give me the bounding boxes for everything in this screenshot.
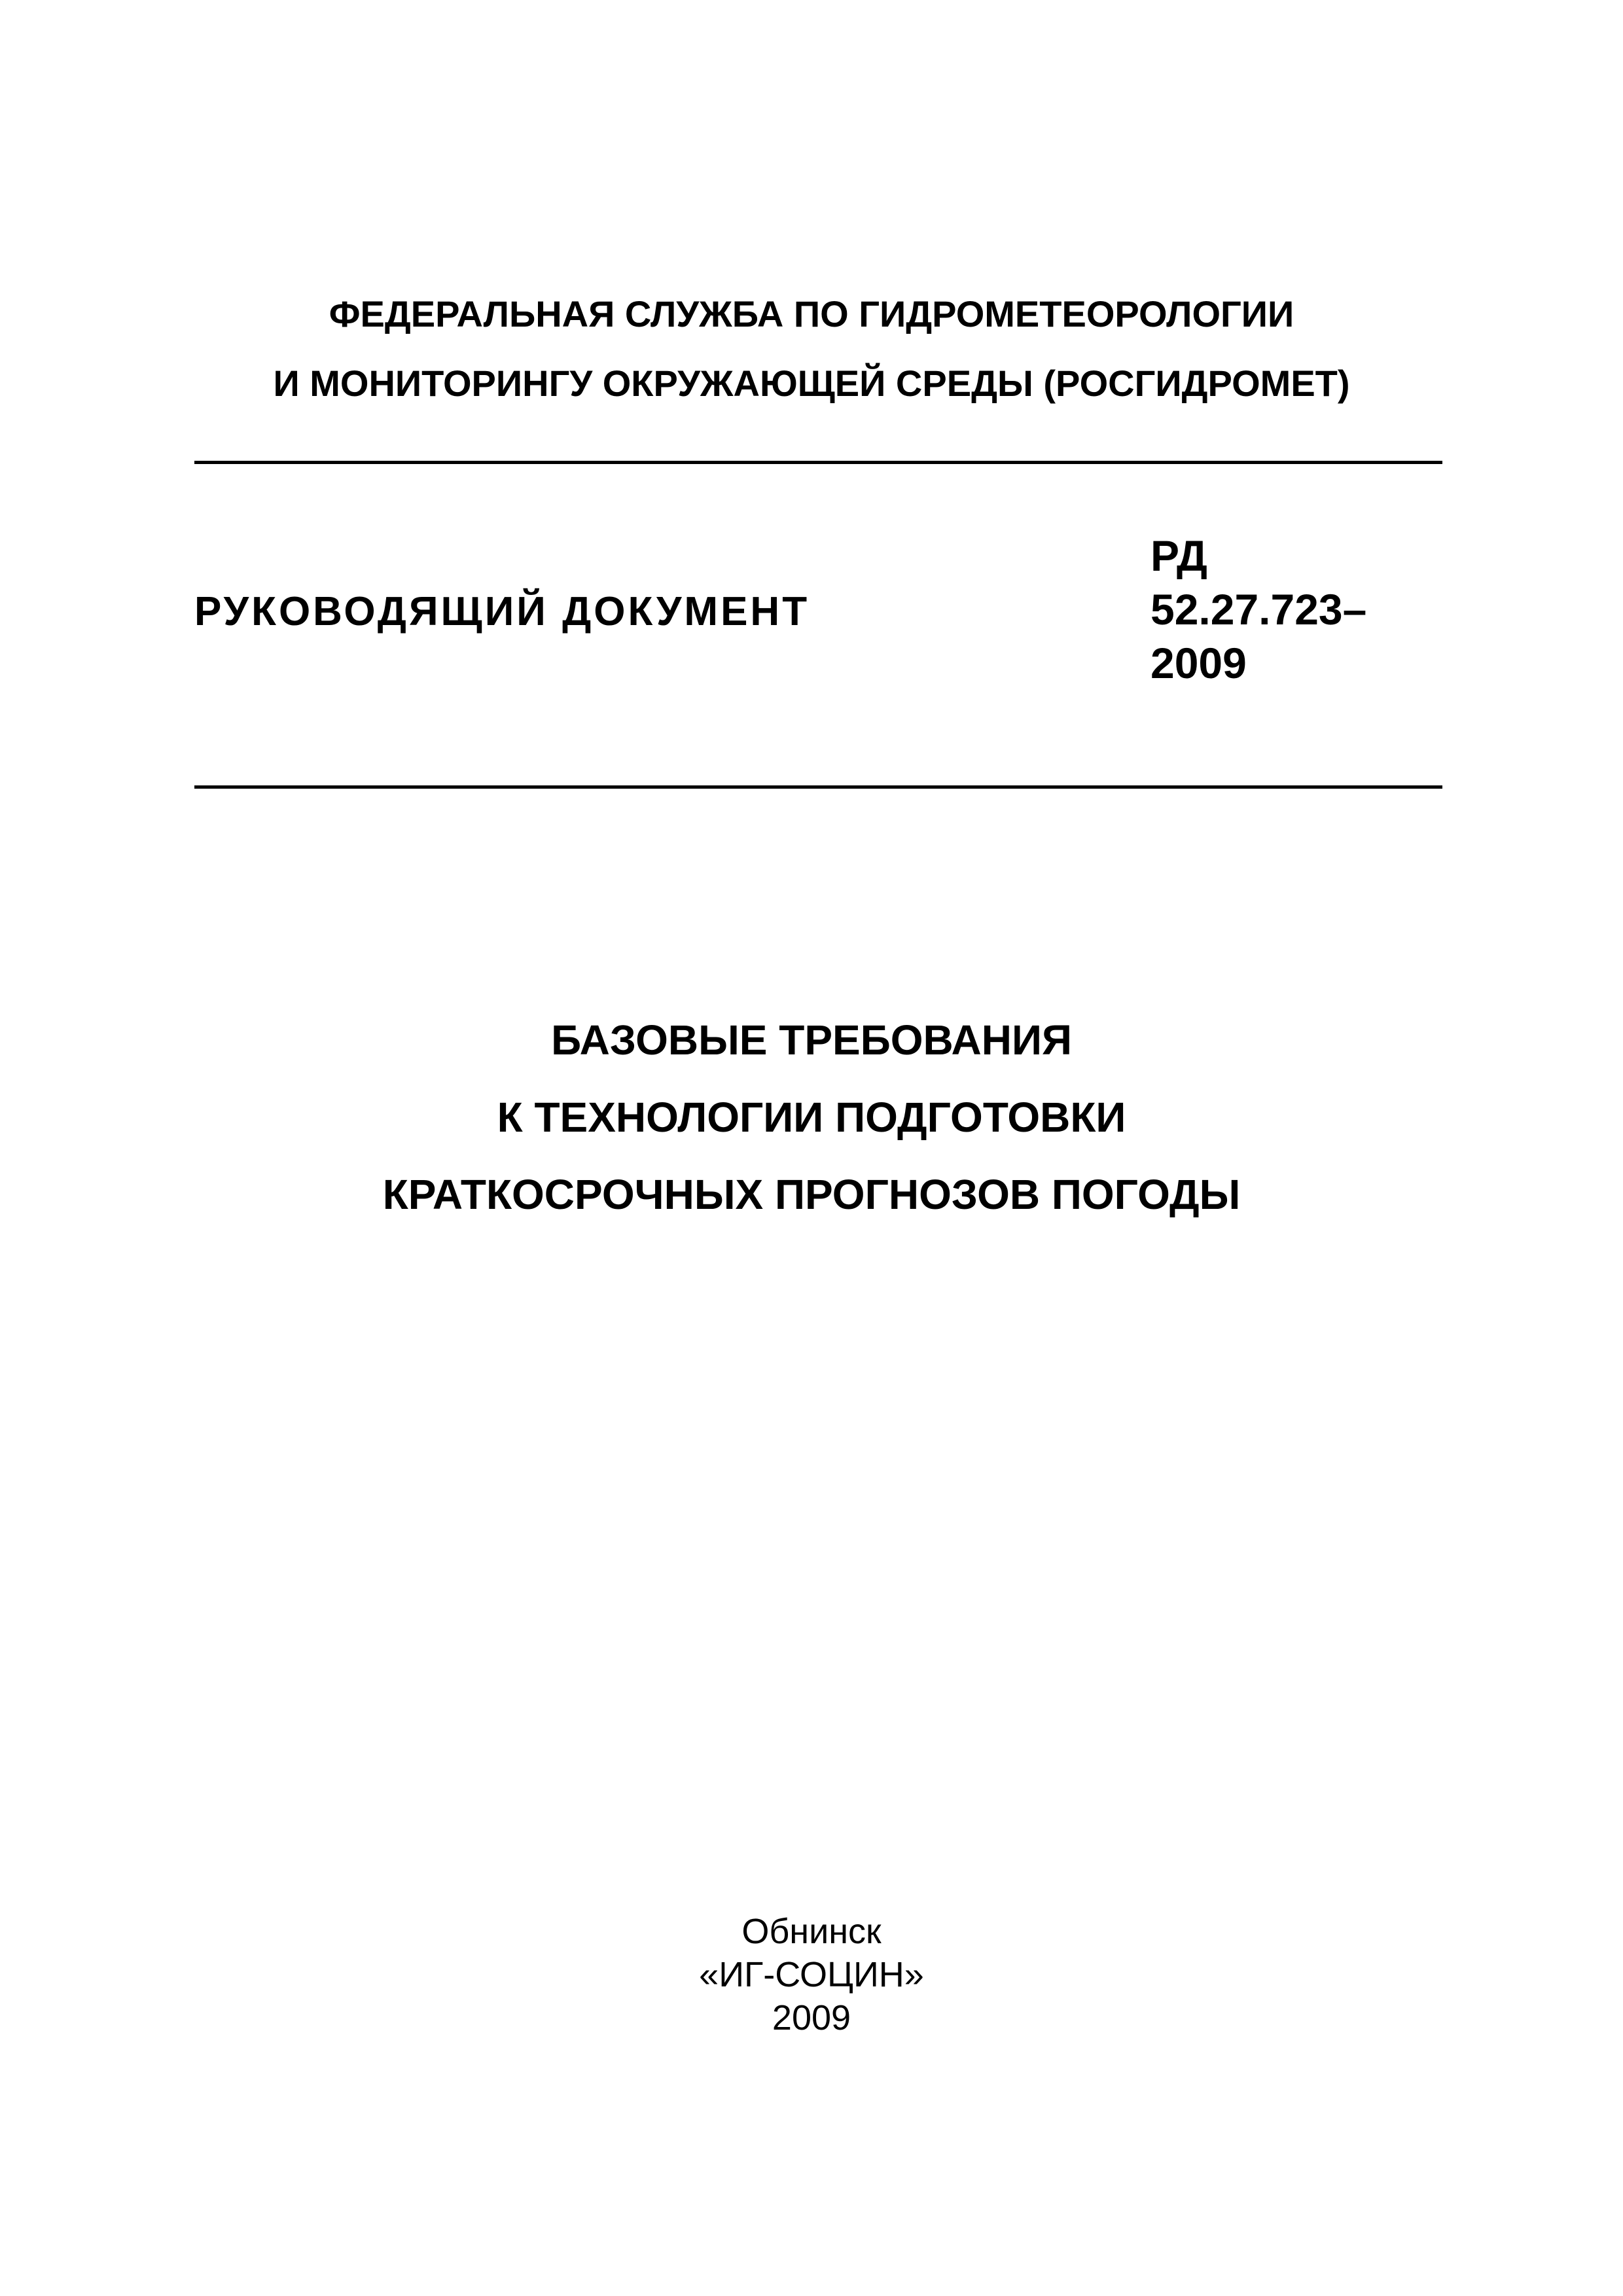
agency-name-line-1: ФЕДЕРАЛЬНАЯ СЛУЖБА ПО ГИДРОМЕТЕОРОЛОГИИ bbox=[329, 293, 1294, 334]
document-code bbox=[1150, 529, 1366, 690]
document-code-prefix: РД bbox=[1150, 531, 1207, 580]
top-divider bbox=[194, 461, 1442, 464]
document-title-line-3: КРАТКОСРОЧНЫХ ПРОГНОЗОВ ПОГОДЫ bbox=[382, 1171, 1241, 1218]
document-title bbox=[0, 1001, 1623, 1233]
document-title-line-2: К ТЕХНОЛОГИИ ПОДГОТОВКИ bbox=[497, 1094, 1126, 1141]
document-code-year: 2009 bbox=[1150, 639, 1247, 687]
document-type: РУКОВОДЯЩИЙ ДОКУМЕНТ bbox=[194, 589, 810, 634]
bottom-divider bbox=[194, 785, 1442, 789]
imprint-city: Обнинск bbox=[741, 1912, 882, 1951]
imprint-publisher: «ИГ-СОЦИН» bbox=[699, 1955, 924, 1994]
document-title-line-1: БАЗОВЫЕ ТРЕБОВАНИЯ bbox=[551, 1016, 1072, 1064]
agency-name-line-2: И МОНИТОРИНГУ ОКРУЖАЮЩЕЙ СРЕДЫ (РОСГИДРОМЕТ) bbox=[273, 363, 1350, 404]
imprint bbox=[0, 1910, 1623, 2039]
imprint-year: 2009 bbox=[772, 1998, 851, 2037]
document-code-number: 52.27.723– bbox=[1150, 585, 1367, 634]
